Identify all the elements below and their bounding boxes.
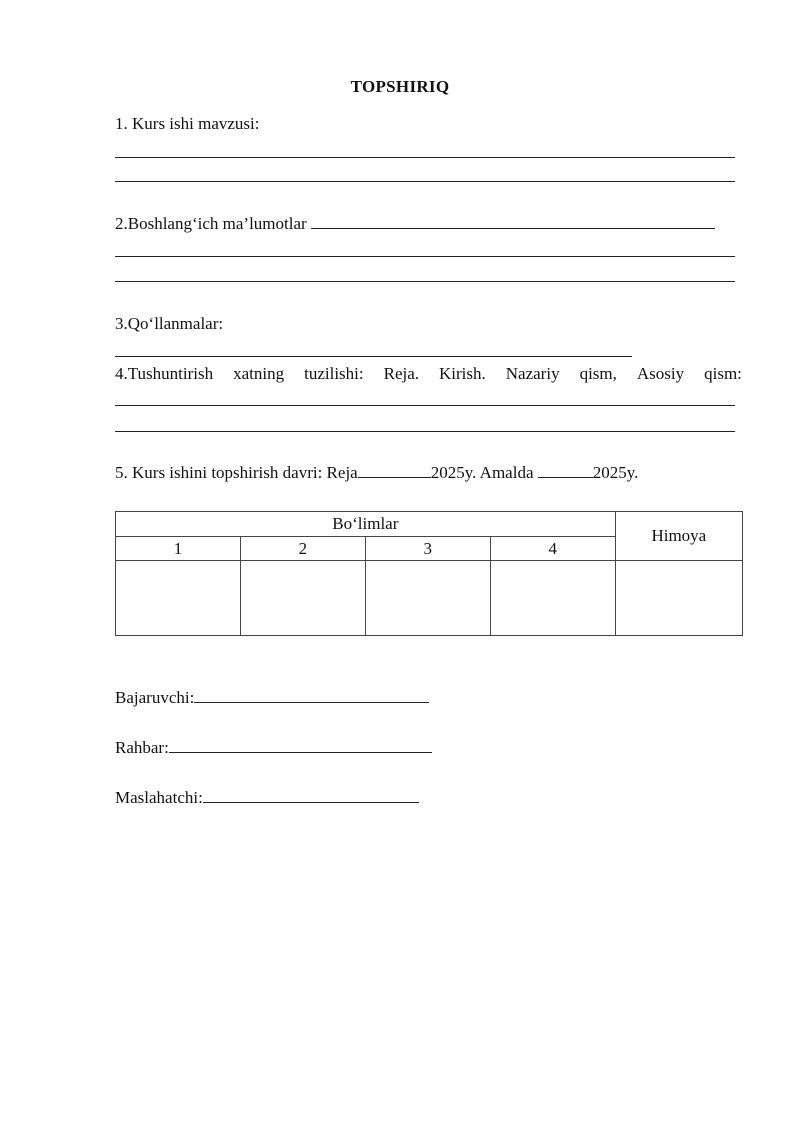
executor-signature-line[interactable] [194,688,429,703]
structure-line-1[interactable] [115,405,735,406]
defense-cell[interactable] [615,561,742,636]
column-header-4: 4 [490,537,615,561]
consultant-label: Maslahatchi: [115,788,203,807]
structure-word: Nazariy [505,364,560,383]
section-cell-4[interactable] [490,561,615,636]
consultant-signature-line[interactable] [203,788,419,803]
supervisor-row [115,738,432,758]
section-cell-3[interactable] [365,561,490,636]
initial-data-label: 2.Boshlang‘ich ma’lumotlar [115,214,307,233]
manuals-line[interactable] [115,356,632,357]
structure-word: tuzilishi: [304,364,364,383]
manuals-label: 3.Qo‘llanmalar: [115,314,224,333]
supervisor-signature-line[interactable] [169,738,432,753]
course-topic-label: 1. Kurs ishi mavzusi: [115,114,260,133]
executor-row [115,688,429,708]
structure-word: xatning [233,364,285,383]
section-cell-1[interactable] [116,561,241,636]
structure-word: qism, [579,364,617,383]
consultant-row [115,788,419,808]
sections-table [115,511,743,636]
submission-period-row [115,463,638,483]
page-title: TOPSHIRIQ [350,77,450,96]
initial-data-line-2[interactable] [115,281,735,282]
column-header-1: 1 [116,537,241,561]
executor-label: Bajaruvchi: [115,688,195,707]
column-header-3: 3 [365,537,490,561]
sections-header: Bo‘limlar [116,512,616,537]
structure-word: qism: [704,364,742,383]
initial-data-line-inline[interactable] [311,214,715,229]
submission-period-label: 5. Kurs ishini topshirish davri: Reja [115,463,358,482]
course-topic-line-1[interactable] [115,157,735,158]
actual-year: 2025y. [592,463,639,482]
structure-word: Kirish. [439,364,486,383]
structure-word: 4.Tushuntirish [115,364,214,383]
column-header-2: 2 [240,537,365,561]
structure-row [115,364,742,384]
initial-data-row [115,214,715,234]
plan-date-line[interactable] [358,463,431,478]
plan-year: 2025y. Amalda [430,463,538,482]
section-cell-2[interactable] [240,561,365,636]
actual-date-line[interactable] [538,463,593,478]
supervisor-label: Rahbar: [115,738,169,757]
structure-word: Reja. [383,364,420,383]
structure-word: Asosiy [636,364,685,383]
defense-header: Himoya [615,512,742,561]
initial-data-line-1[interactable] [115,256,735,257]
course-topic-line-2[interactable] [115,181,735,182]
structure-line-2[interactable] [115,431,735,432]
